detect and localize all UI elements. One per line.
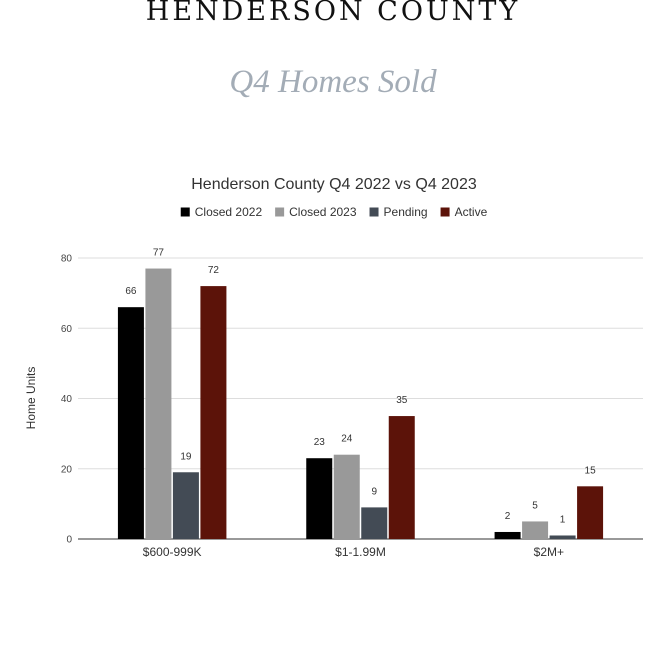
bar — [118, 307, 144, 539]
bar — [577, 486, 603, 539]
x-category-label: $600-999K — [142, 545, 202, 559]
bar — [550, 535, 576, 539]
bar — [145, 269, 171, 539]
x-category-label: $2M+ — [533, 545, 565, 559]
bar-data-label: 24 — [341, 433, 353, 445]
legend-swatch — [370, 208, 379, 217]
page-title: HENDERSON COUNTY — [145, 0, 521, 27]
legend-swatch — [275, 208, 284, 217]
chart-title: Henderson County Q4 2022 vs Q4 2023 — [191, 176, 477, 193]
bar-data-label: 35 — [396, 395, 408, 407]
legend-swatch — [181, 208, 190, 217]
bar-data-label: 72 — [207, 265, 219, 277]
y-tick-label: 20 — [60, 464, 72, 476]
chart-bars — [118, 269, 603, 539]
bar — [306, 458, 332, 539]
y-axis-label: Home Units — [24, 366, 38, 430]
legend-item-label: Pending — [383, 205, 428, 219]
bar — [522, 521, 548, 539]
y-tick-label: 60 — [60, 323, 72, 335]
bar-data-label: 9 — [371, 486, 378, 498]
bar — [334, 455, 360, 539]
bar — [495, 532, 521, 539]
bar-data-label: 15 — [584, 465, 596, 477]
bar — [173, 472, 199, 539]
chart-legend — [181, 205, 488, 219]
bar-data-label: 23 — [313, 437, 325, 449]
legend-item-label: Active — [454, 205, 488, 219]
y-tick-label: 40 — [60, 394, 72, 405]
bar-data-label: 2 — [504, 510, 511, 522]
page-subtitle: Q4 Homes Sold — [229, 64, 437, 100]
bar — [200, 286, 226, 539]
y-tick-label: 80 — [60, 253, 72, 265]
bar-data-label: 5 — [532, 500, 538, 512]
legend-item-label: Closed 2022 — [194, 205, 263, 219]
chart-x-axis — [143, 545, 564, 559]
legend-swatch — [441, 208, 450, 217]
bar-data-label: 19 — [180, 451, 192, 463]
x-category-label: $1-1.99M — [335, 545, 386, 559]
legend-item-label: Closed 2023 — [289, 205, 357, 219]
bar-data-label: 1 — [559, 514, 566, 526]
bar — [389, 416, 415, 539]
y-tick-label: 0 — [66, 534, 72, 546]
bar-data-label: 66 — [125, 286, 137, 298]
bar-data-label: 77 — [152, 247, 164, 259]
bar — [361, 507, 387, 539]
